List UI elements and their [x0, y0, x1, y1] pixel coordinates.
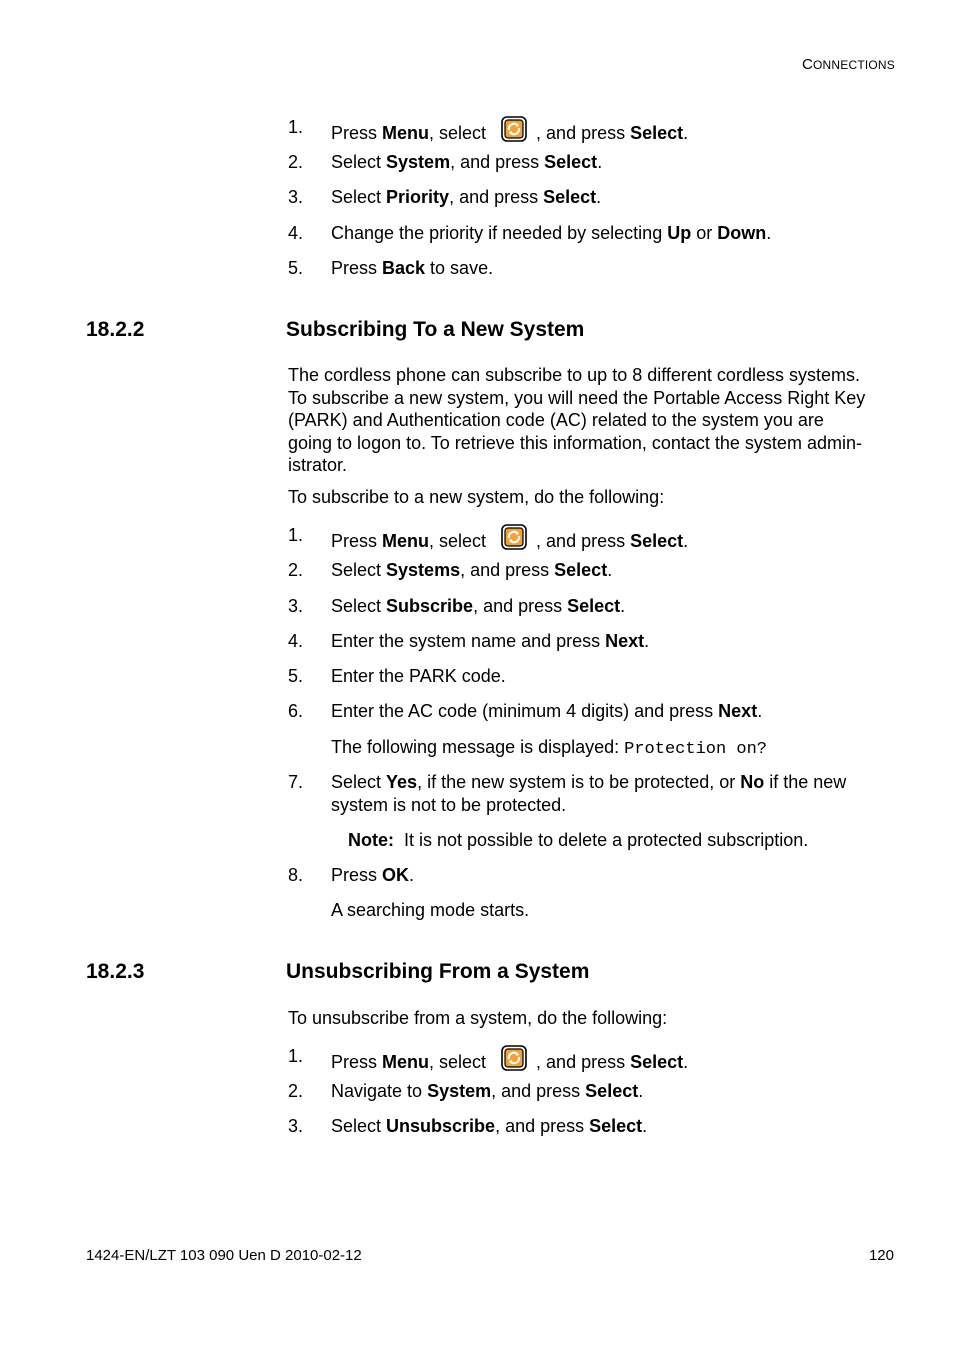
phone-settings-icon [501, 116, 527, 142]
result-text: A searching mode starts. [331, 900, 530, 920]
document-id: 1424-EN/LZT 103 090 Uen D 2010-02-12 [86, 1247, 362, 1264]
message-line: The following message is displayed: Protection on? [331, 737, 767, 759]
section-number: 18.2.3 [86, 960, 145, 983]
lead-in-paragraph: To unsubscribe from a system, do the following: [288, 1008, 668, 1028]
phone-settings-icon [501, 1045, 527, 1071]
lead-in-paragraph: To subscribe to a new system, do the following: [288, 487, 665, 507]
section-number: 18.2.2 [86, 318, 145, 341]
running-header: CONNECTIONS [801, 56, 895, 73]
section-title: Unsubscribing From a System [286, 960, 590, 983]
note: Note: It is not possible to delete a protected subscription. [348, 830, 809, 850]
display-message: Protection on? [624, 740, 767, 759]
section-title: Subscribing To a New System [286, 318, 585, 341]
phone-settings-icon [501, 524, 527, 550]
page-number: 120 [868, 1247, 894, 1264]
intro-paragraph: The cordless phone can subscribe to up to 8 different cordless systems. To subscribe a new system, you will need the Portable Access Right Key (PARK) and Authentication code (AC) related to the system you are going to logon to. To retrieve this information, contact the system admin- istrator. [288, 365, 866, 475]
